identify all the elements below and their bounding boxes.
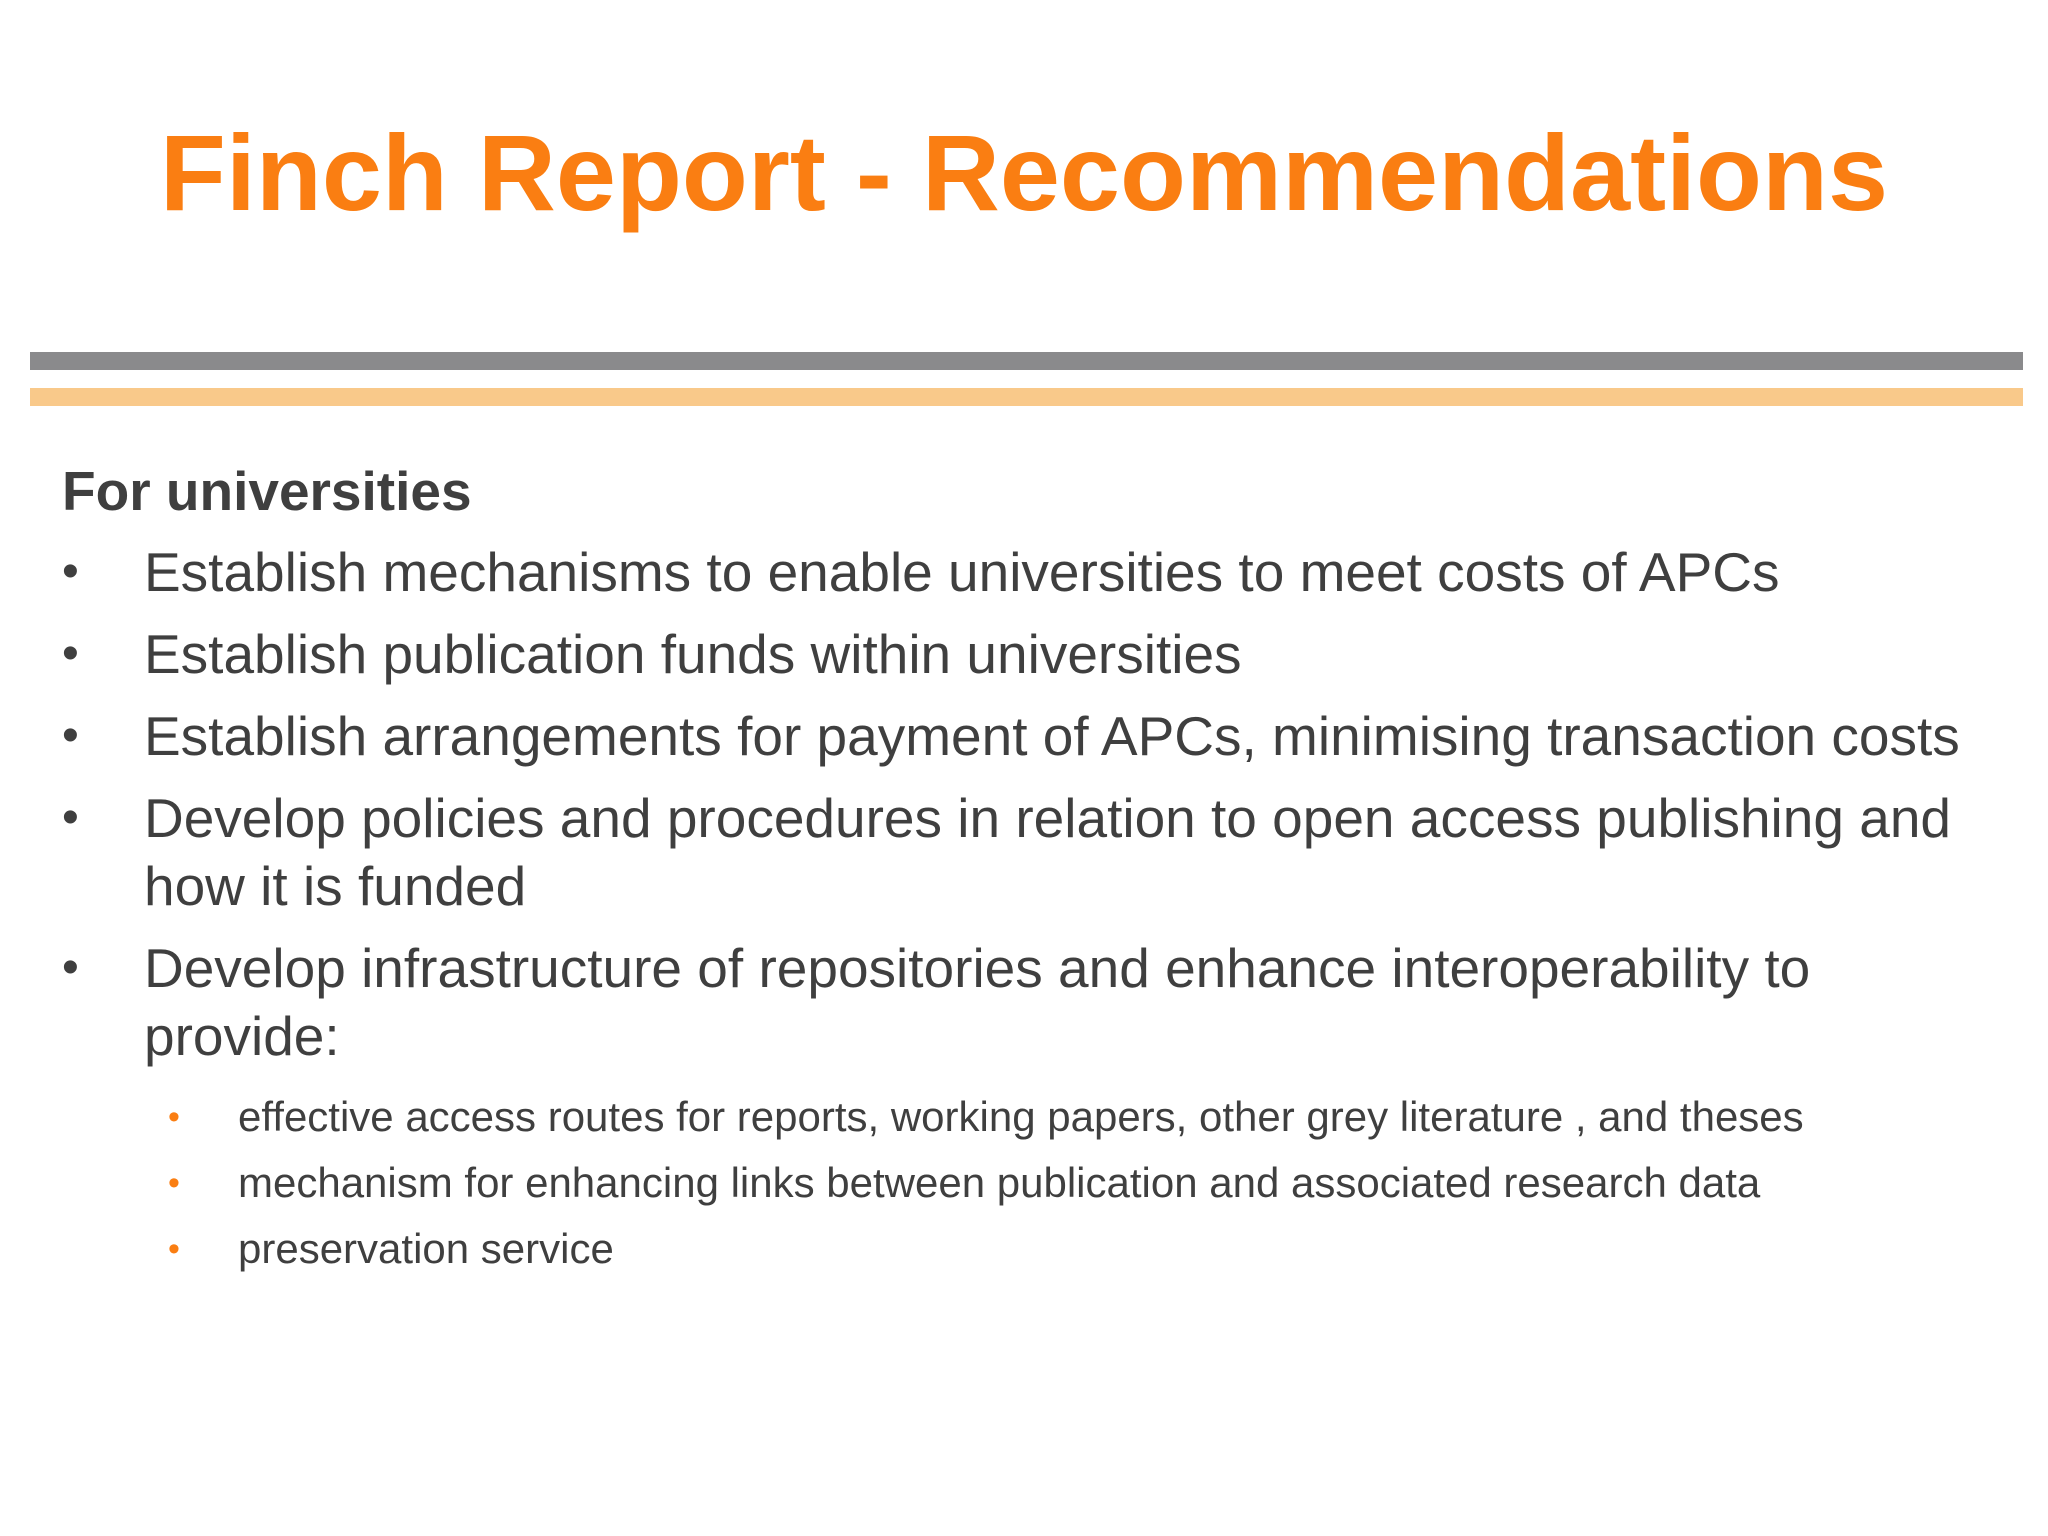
sub-bullet-text: preservation service: [238, 1225, 614, 1272]
sub-bullet-icon: •: [168, 1098, 180, 1136]
slide-title: Finch Report - Recommendations: [159, 112, 1889, 233]
slide-content: [62, 456, 2012, 1282]
bullet-text: Develop infrastructure of repositories and enhance interoperability to provide:: [144, 937, 1811, 1067]
sub-bullet-list: [168, 1084, 2012, 1282]
sub-bullet-item: [168, 1216, 2012, 1282]
bullet-icon: •: [62, 627, 79, 680]
divider-gray: [30, 352, 2023, 370]
bullet-text: Establish arrangements for payment of APCs, minimising transaction costs: [144, 705, 1960, 767]
bullet-item: [62, 620, 2012, 688]
sub-bullet-icon: •: [168, 1164, 180, 1202]
bullet-icon: •: [62, 941, 79, 994]
bullet-text: Establish publication funds within universities: [144, 623, 1242, 685]
bullet-icon: •: [62, 709, 79, 762]
sub-bullet-text: mechanism for enhancing links between publication and associated research data: [238, 1159, 1761, 1206]
bullet-text: Develop policies and procedures in relation to open access publishing and how it is funded: [144, 787, 1951, 917]
bullet-icon: •: [62, 791, 79, 844]
sub-bullet-icon: •: [168, 1230, 180, 1268]
bullet-icon: •: [62, 545, 79, 598]
bullet-text: Establish mechanisms to enable universities to meet costs of APCs: [144, 541, 1780, 603]
sub-bullet-item: [168, 1084, 2012, 1150]
divider-orange: [30, 388, 2023, 406]
bullet-item: [62, 538, 2012, 606]
sub-bullet-text: effective access routes for reports, working papers, other grey literature , and theses: [238, 1093, 1804, 1140]
bullet-item: [62, 702, 2012, 770]
bullet-item: [62, 934, 2012, 1070]
section-heading: For universities: [62, 460, 472, 522]
bullet-item: [62, 784, 2012, 920]
sub-bullet-item: [168, 1150, 2012, 1216]
